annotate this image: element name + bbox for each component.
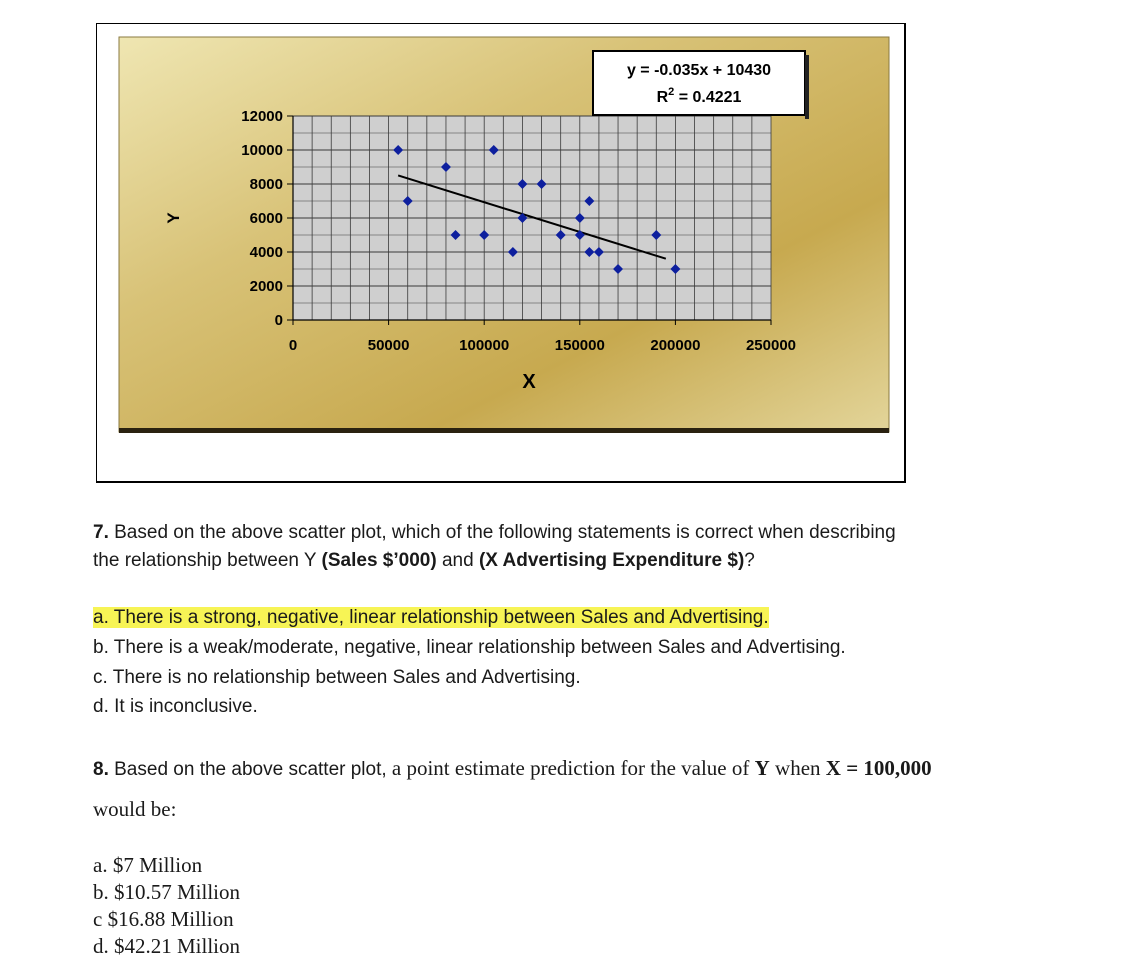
q7-and: and [436,550,479,571]
q8-x-expr: X = 100,000 [825,756,932,780]
q7-text-line2: the relationship between Y [93,550,322,571]
q8-option-c: c $16.88 Million [93,907,234,931]
q7-option-a [93,604,769,632]
q7-option-a-text: a. There is a strong, negative, linear relationship between Sales and Advertising. [93,607,769,628]
question-7-line2 [93,547,755,575]
q7-option-c: c. There is no relationship between Sales and Advertising. [93,667,581,688]
q8-text3: when [769,756,826,780]
q8-option-b: b. $10.57 Million [93,880,241,904]
q7-qmark: ? [744,550,755,571]
x-tick-label: 150000 [554,337,605,354]
q7-sales: (Sales $’000) [321,550,437,571]
y-tick-label: 10000 [241,142,283,159]
q8-option-a: a. $7 Million [93,853,203,877]
x-tick-label: 50000 [367,337,410,354]
q7-number: 7. [93,522,109,543]
q7-option-d: d. It is inconclusive. [93,696,258,717]
question-8 [93,754,932,784]
x-tick-label: 250000 [745,337,797,354]
equation-box-shadow [805,55,809,119]
q7-x-desc: (X Advertising Expenditure $) [478,550,745,571]
q8-text1: Based on the above scatter plot, [108,759,387,780]
y-tick-label: 8000 [249,176,283,193]
y-tick-label: 2000 [249,278,283,295]
q8-option-d: d. $42.21 Million [93,934,241,958]
x-tick-label: 100000 [459,337,510,354]
q8-line2: would be: [93,797,177,821]
r-squared-text: $R^2 = 0.4221$ [656,86,742,106]
chart-bottom-shadow [119,428,889,433]
y-tick-label: 12000 [241,108,283,125]
q7-text-line1: Based on the above scatter plot, which of the following statements is correct when describing [108,522,896,543]
q8-y: Y [754,756,770,780]
y-tick-label: 6000 [249,210,283,227]
x-tick-label: 200000 [650,337,701,354]
equation-text: y = -0.035x + 10430 [626,62,772,79]
q7-option-b: b. There is a weak/moderate, negative, linear relationship between Sales and Advertising. [93,637,846,658]
x-tick-label: 0 [288,337,298,354]
x-axis-title: X [522,371,536,393]
y-tick-label: 4000 [249,244,283,261]
chart-frame [96,23,906,483]
scatter-chart [97,24,905,482]
question-7 [93,519,896,547]
y-axis-title: Y [164,212,183,224]
y-tick-label: 0 [274,312,283,329]
q8-number: 8. [93,759,109,780]
q8-text2: a point estimate prediction for the value of [386,756,755,780]
